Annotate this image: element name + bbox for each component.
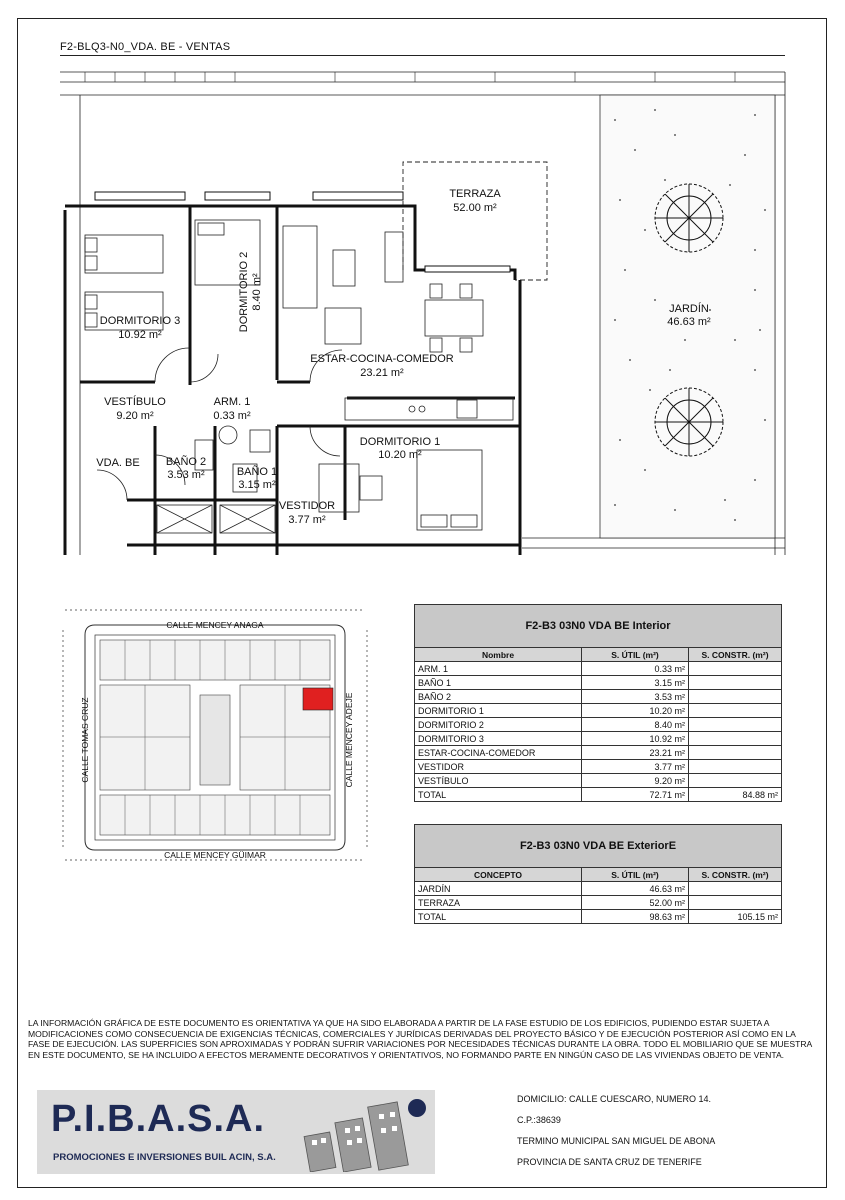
cell-name: VESTÍBULO [415,774,582,788]
cell-name: VESTIDOR [415,760,582,774]
exterior-table-caption: F2-B3 03N0 VDA BE ExteriorE [415,825,782,868]
cell-constr: 84.88 m² [689,788,782,802]
cell-name: BAÑO 1 [415,676,582,690]
site-plan [55,600,375,870]
address-domicilio: DOMICILIO: CALLE CUESCARO, NUMERO 14. [517,1094,712,1104]
cell-name: ESTAR-COCINA-COMEDOR [415,746,582,760]
terrace-outline [403,162,547,280]
floor-plan [55,60,790,555]
room-area-dormitorio-1: 10.20 m² [378,449,422,461]
table-row [415,690,782,704]
cell-constr [689,882,782,896]
title-underline [60,55,785,56]
cell-name: DORMITORIO 3 [415,732,582,746]
room-label-bano-1: BAÑO 1 [236,466,278,478]
cell-constr [689,760,782,774]
unit-highlight [303,688,333,710]
room-label-jardin: JARDÍN [669,303,709,315]
cell-constr [689,718,782,732]
room-area-dormitorio-2: 8.40 m² [251,273,263,311]
doors [97,348,342,500]
table-row [415,676,782,690]
cell-util: 9.20 m² [582,774,689,788]
street-right: CALLE MENCEY ADEJE [344,692,354,788]
cell-util: 10.92 m² [582,732,689,746]
street-top: CALLE MENCEY ANAGA [166,620,264,630]
room-area-vestibulo: 9.20 m² [116,410,154,422]
room-area-dormitorio-3: 10.92 m² [118,329,162,341]
interior-header-name: Nombre [415,648,582,662]
cell-constr [689,896,782,910]
room-label-bano-2: BAÑO 2 [165,456,207,468]
windows [95,192,510,272]
table-row [415,774,782,788]
table-row [415,882,782,896]
exterior-header-concept: CONCEPTO [415,868,582,882]
exterior-header-constr: S. CONSTR. (m²) [689,868,782,882]
cell-name: BAÑO 2 [415,690,582,704]
table-row-total [415,788,782,802]
address-provincia: PROVINCIA DE SANTA CRUZ DE TENERIFE [517,1157,702,1167]
address-block [517,1094,715,1178]
room-label-vestidor: VESTIDOR [278,500,336,512]
room-area-jardin: 46.63 m² [667,316,711,328]
interior-header-util: S. ÚTIL (m²) [582,648,689,662]
cell-util: 23.21 m² [582,746,689,760]
cell-name: JARDÍN [415,882,582,896]
cell-name: DORMITORIO 2 [415,718,582,732]
cell-constr [689,662,782,676]
cell-constr [689,774,782,788]
tree-icon [655,388,723,456]
street-bottom: CALLE MENCEY GÜIMAR [164,850,266,860]
cell-name: TOTAL [415,910,582,924]
cell-util: 52.00 m² [582,896,689,910]
company-logo [37,1090,435,1174]
interior-header-constr: S. CONSTR. (m²) [689,648,782,662]
legal-disclaimer: LA INFORMACIÓN GRÁFICA DE ESTE DOCUMENTO ES ORIENTATIVA YA QUE HA SIDO ELABORADA A PARTIR DE LA FASE ESTUDIO DE LOS EDIFICIOS, PUDIENDO ESTAR SUJETA A MODIFICACIONES COMO CONSECUENCIA DE EXIGENCIAS TÉCNICAS, COMERCIALES Y JURÍDICAS DERIVADAS DEL PROYECTO BÁSICO Y DE EJECUCIÓN POSTERIOR ASÍ COMO EN LA FASE DE EJECUCIÓN. LAS SUPERFICIES SON APROXIMADAS Y PODRÁN SUFRIR VARIACIONES POR NECESIDADES TÉCNICAS DURANTE LA OBRA. TODO EL MOBILIARIO QUE SE MUESTRA EN ESTE DOCUMENTO, SE HA INCLUIDO A EFECTOS MERAMENTE DECORATIVOS Y ORIENTATIVOS, NO FORMANDO PARTE EN NINGÚN CASO DE LAS VIVIENDAS OBJETO DE VENTA. [28,1018,812,1060]
cell-util: 10.20 m² [582,704,689,718]
table-row-total [415,910,782,924]
table-row [415,662,782,676]
room-label-arm1: ARM. 1 [213,396,251,408]
table-row [415,896,782,910]
interior-table-caption: F2-B3 03N0 VDA BE Interior [415,605,782,648]
cell-name: TOTAL [415,788,582,802]
interior-area-table [414,604,782,802]
company-subtitle: PROMOCIONES E INVERSIONES BUIL ACIN, S.A. [53,1152,276,1163]
room-label-dormitorio-3: DORMITORIO 3 [99,315,181,327]
room-label-dormitorio-2: DORMITORIO 2 [238,251,250,333]
cell-constr [689,704,782,718]
cell-name: DORMITORIO 1 [415,704,582,718]
room-label-estar: ESTAR-COCINA-COMEDOR [310,353,454,365]
building-blocks [100,640,330,835]
company-name: P.I.B.A.S.A. [51,1098,266,1140]
cell-util: 3.77 m² [582,760,689,774]
cell-constr: 105.15 m² [689,910,782,924]
document-title: F2-BLQ3-N0_VDA. BE - VENTAS [60,41,231,53]
room-area-terraza: 52.00 m² [453,202,497,214]
exterior-area-table [414,824,782,924]
cell-constr [689,690,782,704]
room-area-bano-2: 3.53 m² [167,469,205,481]
bed-icon [417,450,482,530]
address-municipio: TERMINO MUNICIPAL SAN MIGUEL DE ABONA [517,1136,716,1146]
cell-util: 3.15 m² [582,676,689,690]
cell-util: 46.63 m² [582,882,689,896]
room-label-terraza: TERRAZA [449,188,501,200]
room-area-bano-1: 3.15 m² [238,479,276,491]
room-area-vestidor: 3.77 m² [288,514,326,526]
cell-util: 8.40 m² [582,718,689,732]
table-row [415,760,782,774]
cell-name: TERRAZA [415,896,582,910]
tree-icon [655,184,723,252]
address-cp: C.P.:38639 [517,1115,561,1125]
street-left: CALLE TOMAS CRUZ [80,697,90,783]
table-row [415,704,782,718]
cell-util: 98.63 m² [582,910,689,924]
exterior-header-util: S. ÚTIL (m²) [582,868,689,882]
buildings-icon [299,1094,429,1172]
room-label-vda-be: VDA. BE [96,457,140,469]
cell-constr [689,676,782,690]
table-row [415,732,782,746]
cell-constr [689,746,782,760]
room-label-vestibulo: VESTÍBULO [104,396,166,408]
cell-constr [689,732,782,746]
cell-util: 0.33 m² [582,662,689,676]
cell-util: 72.71 m² [582,788,689,802]
room-area-arm1: 0.33 m² [213,410,251,422]
room-area-estar: 23.21 m² [360,367,404,379]
room-label-dormitorio-1: DORMITORIO 1 [359,436,441,448]
cell-util: 3.53 m² [582,690,689,704]
table-row [415,746,782,760]
table-row [415,718,782,732]
cell-name: ARM. 1 [415,662,582,676]
